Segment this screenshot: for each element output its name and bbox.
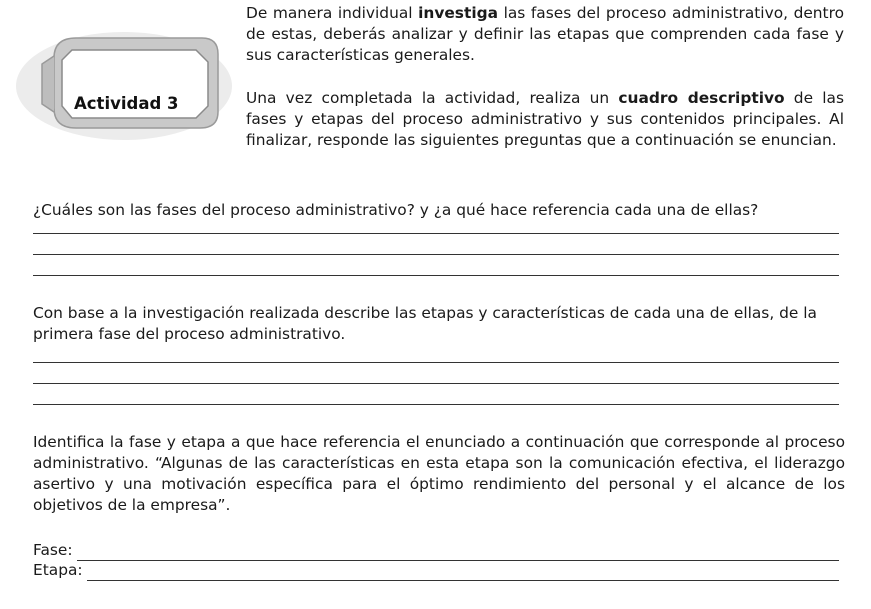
question-3: Identifica la fase y etapa a que hace referencia el enunciado a continuación que corresponde al proceso administrativo. “Algunas de las características en esta etapa son la comunicación efectiva, el liderazgo asertivo y una motivación específica para el óptimo rendimiento del personal y el alcance de los objetivos de la empresa”.	[33, 433, 845, 514]
answer-line[interactable]	[33, 404, 839, 405]
fase-input-line[interactable]	[77, 545, 839, 561]
answer-lines-1	[33, 233, 839, 296]
question-1: ¿Cuáles son las fases del proceso administrativo? y ¿a qué hace referencia cada una de ellas?	[33, 201, 759, 219]
emphasis-cuadro-descriptivo: cuadro descriptivo	[618, 89, 785, 107]
fase-label: Fase:	[33, 541, 73, 559]
instruction-paragraph-1: De manera individual investiga las fases del proceso administrativo, dentro de estas, deberás analizar y definir las etapas que comprenden cada fase y sus características generales.	[246, 4, 844, 64]
activity-badge	[14, 20, 236, 142]
answer-line[interactable]	[33, 383, 839, 384]
answer-line[interactable]	[33, 254, 839, 255]
fase-field	[33, 540, 839, 561]
answer-line[interactable]	[33, 275, 839, 276]
question-2: Con base a la investigación realizada describe las etapas y características de cada una de ellas, de la primera fase del proceso administrativo.	[33, 304, 817, 343]
answer-line[interactable]	[33, 233, 839, 234]
badge-shape	[14, 20, 236, 142]
instruction-paragraph-2: Una vez completada la actividad, realiza un cuadro descriptivo de las fases y etapas del proceso administrativo y sus contenidos principales. Al finalizar, responde las siguientes preguntas que a continuación se enuncian.	[246, 89, 844, 149]
activity-label: Actividad 3	[74, 94, 179, 113]
emphasis-investiga: investiga	[418, 4, 499, 22]
instructions	[246, 3, 844, 151]
answer-line[interactable]	[33, 362, 839, 363]
etapa-input-line[interactable]	[87, 565, 839, 581]
answer-lines-2	[33, 362, 839, 425]
etapa-label: Etapa:	[33, 561, 83, 579]
etapa-field	[33, 560, 839, 581]
